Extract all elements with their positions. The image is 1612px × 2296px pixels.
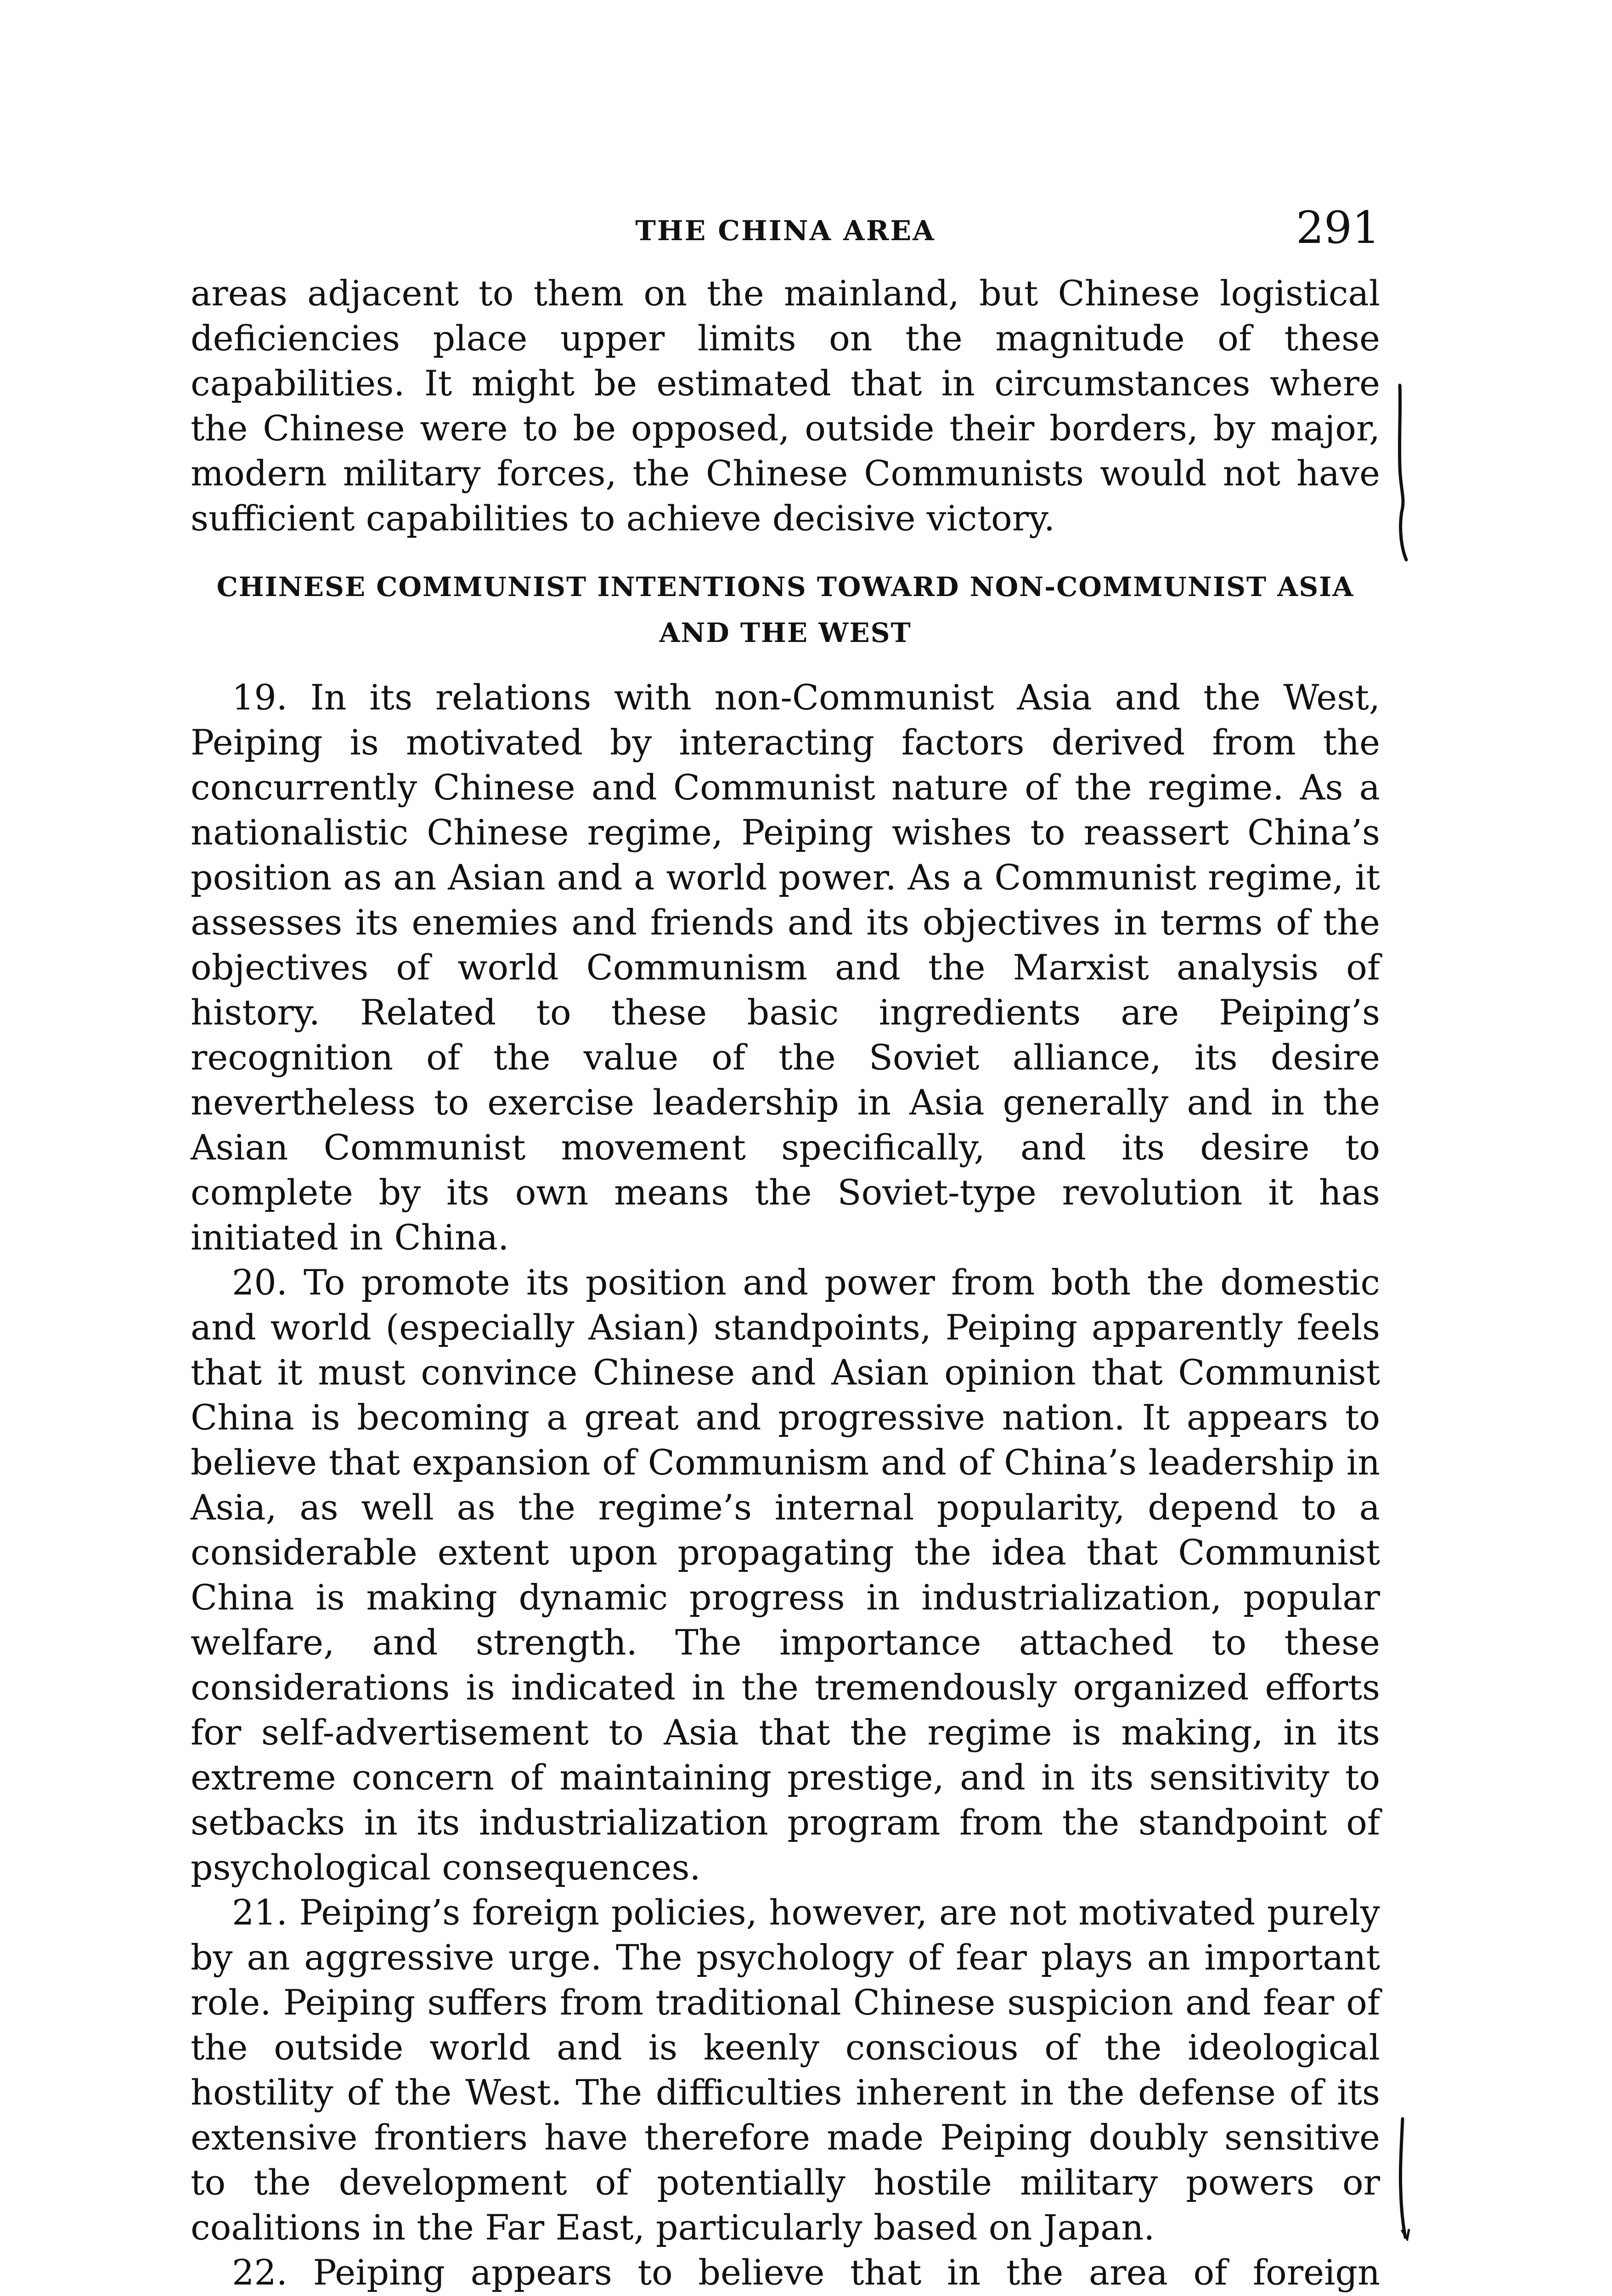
- margin-bracket-icon: [1396, 383, 1410, 563]
- paragraph-21: 21. Peiping’s foreign policies, however, are not motivated purely by an aggressive urge. The psychology of fear plays an important role. Peiping suffers from traditional Chinese suspicion and fear of the outside world and is keenly conscious of the ideological hostility of the West. The difficulties inherent in the defense of its extensive frontiers have therefore made Peiping doubly sensitive to the development of potentially hostile military powers or coalitions in the Far East, particularly based on Japan.: [191, 1892, 1380, 2248]
- section-heading: CHINESE COMMUNIST INTENTIONS TOWARD NON-COMMUNIST ASIA AND THE WEST: [216, 571, 1354, 648]
- page-header: [191, 202, 1380, 257]
- paragraph-20: 20. To promote its position and power from both the domestic and world (especially Asian) standpoints, Peiping apparently feels that it must convince Chinese and Asian opinion that Communist China is becoming a great and progressive nation. It appears to believe that expansion of Communism and of China’s leadership in Asia, as well as the regime’s internal popularity, depend to a considerable extent upon propagating the idea that Communist China is making dynamic progress in industrialization, popular welfare, and strength. The importance attached to these considerations is indicated in the tremendously organized efforts for self-advertisement to Asia that the regime is making, in its extreme concern of maintaining prestige, and in its sensitivity to setbacks in its industrialization program from the standpoint of psychological consequences.: [191, 1262, 1380, 1888]
- paragraph-continued: areas adjacent to them on the mainland, but Chinese logistical deficiencies place upper limits on the magnitude of these capabilities. It might be estimated that in circumstances where the Chinese were to be opposed, outside their borders, by major, modern military forces, the Chinese Communists would not have sufficient capabilities to achieve decisive victory.: [191, 273, 1380, 539]
- page-number: 291: [1296, 202, 1380, 253]
- paragraph-19: 19. In its relations with non-Communist Asia and the West, Peiping is motivated by interacting factors derived from the concurrently Chinese and Communist nature of the regime. As a nationalistic Chinese regime, Peiping wishes to reassert China’s position as an Asian and a world power. As a Communist regime, it assesses its enemies and friends and its objectives in terms of the objectives of world Communism and the Marxist analysis of history. Related to these basic ingredients are Peiping’s recognition of the value of the Soviet alliance, its desire nevertheless to exercise leadership in Asia generally and in the Asian Communist movement specifically, and its desire to complete by its own means the Soviet-type revolution it has initiated in China.: [191, 677, 1380, 1258]
- running-head: THE CHINA AREA: [635, 215, 936, 247]
- body-text: [191, 271, 1380, 2296]
- margin-bracket-icon: [1396, 2117, 1410, 2241]
- paragraph-22: 22. Peiping appears to believe that in the area of foreign: [232, 2252, 1380, 2293]
